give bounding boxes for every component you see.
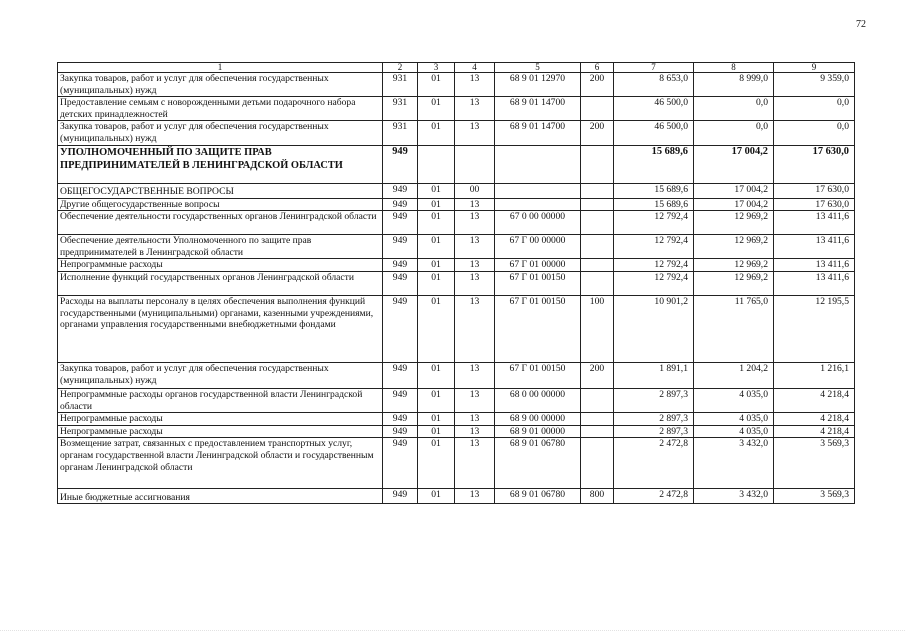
header-cell: 8 xyxy=(694,63,774,73)
target-article-cell: 68 9 01 14700 xyxy=(495,97,581,121)
expense-type-cell xyxy=(581,211,614,235)
subsection-code-cell: 00 xyxy=(455,183,495,198)
section-code-cell: 01 xyxy=(418,425,455,438)
row-name-cell: Расходы на выплаты персоналу в целях обеспечения выполнения функций государственными (муниципальными) органами, казенными учреждениями, органами управления государственными внебюджетными фондами xyxy=(58,295,383,362)
subsection-code-cell: 13 xyxy=(455,235,495,259)
table-row xyxy=(58,73,855,97)
scan-artifact xyxy=(0,630,905,633)
target-article-cell: 67 0 00 00000 xyxy=(495,211,581,235)
subsection-code-cell: 13 xyxy=(455,489,495,504)
amount-2026-cell: 17 630,0 xyxy=(774,145,855,183)
table-row xyxy=(58,489,855,504)
amount-2024-cell: 2 472,8 xyxy=(614,489,694,504)
target-article-cell: 68 9 00 00000 xyxy=(495,413,581,426)
section-code-cell: 01 xyxy=(418,198,455,211)
target-article-cell: 68 9 01 00000 xyxy=(495,425,581,438)
row-name-cell: Непрограммные расходы xyxy=(58,413,383,426)
row-name-cell: Иные бюджетные ассигнования xyxy=(58,489,383,504)
header-cell: 5 xyxy=(495,63,581,73)
section-code-cell: 01 xyxy=(418,211,455,235)
amount-2026-cell: 17 630,0 xyxy=(774,198,855,211)
expense-type-cell xyxy=(581,259,614,272)
header-cell: 6 xyxy=(581,63,614,73)
row-name-cell: Исполнение функций государственных органов Ленинградской области xyxy=(58,271,383,295)
admin-code-cell: 949 xyxy=(383,425,418,438)
amount-2025-cell: 17 004,2 xyxy=(694,145,774,183)
expense-type-cell xyxy=(581,145,614,183)
table-row xyxy=(58,121,855,145)
table-row xyxy=(58,425,855,438)
section-code-cell: 01 xyxy=(418,259,455,272)
admin-code-cell: 949 xyxy=(383,271,418,295)
target-article-cell: 68 9 01 12970 xyxy=(495,73,581,97)
table-row xyxy=(58,438,855,489)
table-row xyxy=(58,259,855,272)
amount-2024-cell: 15 689,6 xyxy=(614,183,694,198)
subsection-code-cell: 13 xyxy=(455,425,495,438)
amount-2026-cell: 12 195,5 xyxy=(774,295,855,362)
section-code-cell: 01 xyxy=(418,413,455,426)
amount-2026-cell: 0,0 xyxy=(774,121,855,145)
amount-2026-cell: 4 218,4 xyxy=(774,388,855,412)
row-name-cell: ОБЩЕГОСУДАРСТВЕННЫЕ ВОПРОСЫ xyxy=(58,183,383,198)
amount-2026-cell: 13 411,6 xyxy=(774,211,855,235)
amount-2024-cell: 1 891,1 xyxy=(614,362,694,388)
amount-2026-cell: 3 569,3 xyxy=(774,489,855,504)
admin-code-cell: 949 xyxy=(383,413,418,426)
table-row xyxy=(58,413,855,426)
row-name-cell: Непрограммные расходы xyxy=(58,259,383,272)
amount-2024-cell: 12 792,4 xyxy=(614,271,694,295)
amount-2024-cell: 12 792,4 xyxy=(614,211,694,235)
subsection-code-cell: 13 xyxy=(455,295,495,362)
expense-type-cell: 200 xyxy=(581,362,614,388)
amount-2025-cell: 17 004,2 xyxy=(694,198,774,211)
amount-2024-cell: 46 500,0 xyxy=(614,97,694,121)
subsection-code-cell: 13 xyxy=(455,121,495,145)
admin-code-cell: 949 xyxy=(383,295,418,362)
expense-type-cell xyxy=(581,183,614,198)
section-code-cell: 01 xyxy=(418,271,455,295)
amount-2025-cell: 11 765,0 xyxy=(694,295,774,362)
amount-2024-cell: 15 689,6 xyxy=(614,145,694,183)
header-cell: 4 xyxy=(455,63,495,73)
subsection-code-cell: 13 xyxy=(455,97,495,121)
row-name-cell: Возмещение затрат, связанных с предоставлением транспортных услуг, органам государственной власти Ленинградской области и государственным органам Ленинградской области xyxy=(58,438,383,489)
target-article-cell: 68 9 01 14700 xyxy=(495,121,581,145)
table-row xyxy=(58,235,855,259)
amount-2026-cell: 13 411,6 xyxy=(774,259,855,272)
header-cell: 7 xyxy=(614,63,694,73)
header-row xyxy=(58,63,855,73)
subsection-code-cell: 13 xyxy=(455,271,495,295)
table-row xyxy=(58,271,855,295)
amount-2024-cell: 2 897,3 xyxy=(614,425,694,438)
subsection-code-cell: 13 xyxy=(455,362,495,388)
expense-type-cell xyxy=(581,271,614,295)
target-article-cell: 67 Г 01 00150 xyxy=(495,362,581,388)
section-code-cell: 01 xyxy=(418,121,455,145)
target-article-cell: 68 9 01 06780 xyxy=(495,438,581,489)
section-code-cell: 01 xyxy=(418,97,455,121)
amount-2024-cell: 2 897,3 xyxy=(614,413,694,426)
amount-2024-cell: 10 901,2 xyxy=(614,295,694,362)
amount-2024-cell: 12 792,4 xyxy=(614,259,694,272)
admin-code-cell: 949 xyxy=(383,211,418,235)
row-name-cell: УПОЛНОМОЧЕННЫЙ ПО ЗАЩИТЕ ПРАВ ПРЕДПРИНИМАТЕЛЕЙ В ЛЕНИНГРАДСКОЙ ОБЛАСТИ xyxy=(58,145,383,183)
target-article-cell: 67 Г 01 00150 xyxy=(495,295,581,362)
section-code-cell: 01 xyxy=(418,489,455,504)
header-cell: 2 xyxy=(383,63,418,73)
admin-code-cell: 949 xyxy=(383,145,418,183)
table-row xyxy=(58,295,855,362)
section-code-cell: 01 xyxy=(418,295,455,362)
expense-type-cell xyxy=(581,235,614,259)
admin-code-cell: 949 xyxy=(383,489,418,504)
section-code-cell: 01 xyxy=(418,388,455,412)
amount-2024-cell: 46 500,0 xyxy=(614,121,694,145)
amount-2026-cell: 4 218,4 xyxy=(774,413,855,426)
amount-2025-cell: 0,0 xyxy=(694,97,774,121)
admin-code-cell: 949 xyxy=(383,259,418,272)
amount-2024-cell: 8 653,0 xyxy=(614,73,694,97)
section-code-cell xyxy=(418,145,455,183)
subsection-code-cell: 13 xyxy=(455,413,495,426)
subsection-code-cell: 13 xyxy=(455,211,495,235)
amount-2025-cell: 12 969,2 xyxy=(694,259,774,272)
table-row xyxy=(58,145,855,183)
expense-type-cell: 200 xyxy=(581,73,614,97)
admin-code-cell: 931 xyxy=(383,73,418,97)
amount-2026-cell: 13 411,6 xyxy=(774,235,855,259)
amount-2025-cell: 0,0 xyxy=(694,121,774,145)
header-cell: 3 xyxy=(418,63,455,73)
expense-type-cell: 100 xyxy=(581,295,614,362)
subsection-code-cell: 13 xyxy=(455,438,495,489)
row-name-cell: Обеспечение деятельности Уполномоченного по защите прав предпринимателей в Ленинградской области xyxy=(58,235,383,259)
target-article-cell xyxy=(495,145,581,183)
row-name-cell: Непрограммные расходы xyxy=(58,425,383,438)
admin-code-cell: 949 xyxy=(383,235,418,259)
target-article-cell: 67 Г 01 00150 xyxy=(495,271,581,295)
amount-2025-cell: 8 999,0 xyxy=(694,73,774,97)
target-article-cell xyxy=(495,183,581,198)
subsection-code-cell: 13 xyxy=(455,259,495,272)
expense-type-cell xyxy=(581,425,614,438)
amount-2026-cell: 3 569,3 xyxy=(774,438,855,489)
amount-2024-cell: 15 689,6 xyxy=(614,198,694,211)
expense-type-cell xyxy=(581,97,614,121)
header-cell: 9 xyxy=(774,63,855,73)
amount-2025-cell: 4 035,0 xyxy=(694,425,774,438)
admin-code-cell: 949 xyxy=(383,198,418,211)
expense-type-cell xyxy=(581,198,614,211)
expense-type-cell xyxy=(581,438,614,489)
amount-2025-cell: 3 432,0 xyxy=(694,438,774,489)
subsection-code-cell xyxy=(455,145,495,183)
table-row xyxy=(58,97,855,121)
amount-2026-cell: 0,0 xyxy=(774,97,855,121)
amount-2026-cell: 9 359,0 xyxy=(774,73,855,97)
table-row xyxy=(58,388,855,412)
target-article-cell xyxy=(495,198,581,211)
admin-code-cell: 931 xyxy=(383,121,418,145)
row-name-cell: Предоставление семьям с новорожденными детьми подарочного набора детских принадлежностей xyxy=(58,97,383,121)
amount-2025-cell: 12 969,2 xyxy=(694,235,774,259)
amount-2025-cell: 17 004,2 xyxy=(694,183,774,198)
subsection-code-cell: 13 xyxy=(455,388,495,412)
table-row xyxy=(58,211,855,235)
target-article-cell: 67 Г 01 00000 xyxy=(495,259,581,272)
row-name-cell: Другие общегосударственные вопросы xyxy=(58,198,383,211)
row-name-cell: Закупка товаров, работ и услуг для обеспечения государственных (муниципальных) нужд xyxy=(58,362,383,388)
amount-2026-cell: 13 411,6 xyxy=(774,271,855,295)
admin-code-cell: 949 xyxy=(383,438,418,489)
target-article-cell: 68 0 00 00000 xyxy=(495,388,581,412)
target-article-cell: 68 9 01 06780 xyxy=(495,489,581,504)
row-name-cell: Непрограммные расходы органов государственной власти Ленинградской области xyxy=(58,388,383,412)
header-cell: 1 xyxy=(58,63,383,73)
expense-type-cell: 200 xyxy=(581,121,614,145)
amount-2026-cell: 17 630,0 xyxy=(774,183,855,198)
table-row xyxy=(58,198,855,211)
admin-code-cell: 931 xyxy=(383,97,418,121)
admin-code-cell: 949 xyxy=(383,362,418,388)
amount-2026-cell: 4 218,4 xyxy=(774,425,855,438)
amount-2024-cell: 12 792,4 xyxy=(614,235,694,259)
row-name-cell: Обеспечение деятельности государственных органов Ленинградской области xyxy=(58,211,383,235)
expense-type-cell: 800 xyxy=(581,489,614,504)
amount-2025-cell: 1 204,2 xyxy=(694,362,774,388)
amount-2025-cell: 12 969,2 xyxy=(694,271,774,295)
amount-2024-cell: 2 897,3 xyxy=(614,388,694,412)
amount-2025-cell: 12 969,2 xyxy=(694,211,774,235)
row-name-cell: Закупка товаров, работ и услуг для обеспечения государственных (муниципальных) нужд xyxy=(58,73,383,97)
amount-2025-cell: 4 035,0 xyxy=(694,413,774,426)
section-code-cell: 01 xyxy=(418,183,455,198)
target-article-cell: 67 Г 00 00000 xyxy=(495,235,581,259)
section-code-cell: 01 xyxy=(418,73,455,97)
amount-2025-cell: 3 432,0 xyxy=(694,489,774,504)
page-number: 72 xyxy=(856,19,866,30)
budget-table xyxy=(57,62,855,504)
section-code-cell: 01 xyxy=(418,235,455,259)
subsection-code-cell: 13 xyxy=(455,198,495,211)
table-row xyxy=(58,183,855,198)
table-row xyxy=(58,362,855,388)
row-name-cell: Закупка товаров, работ и услуг для обеспечения государственных (муниципальных) нужд xyxy=(58,121,383,145)
subsection-code-cell: 13 xyxy=(455,73,495,97)
amount-2025-cell: 4 035,0 xyxy=(694,388,774,412)
admin-code-cell: 949 xyxy=(383,183,418,198)
section-code-cell: 01 xyxy=(418,438,455,489)
amount-2026-cell: 1 216,1 xyxy=(774,362,855,388)
expense-type-cell xyxy=(581,388,614,412)
expense-type-cell xyxy=(581,413,614,426)
amount-2024-cell: 2 472,8 xyxy=(614,438,694,489)
admin-code-cell: 949 xyxy=(383,388,418,412)
section-code-cell: 01 xyxy=(418,362,455,388)
